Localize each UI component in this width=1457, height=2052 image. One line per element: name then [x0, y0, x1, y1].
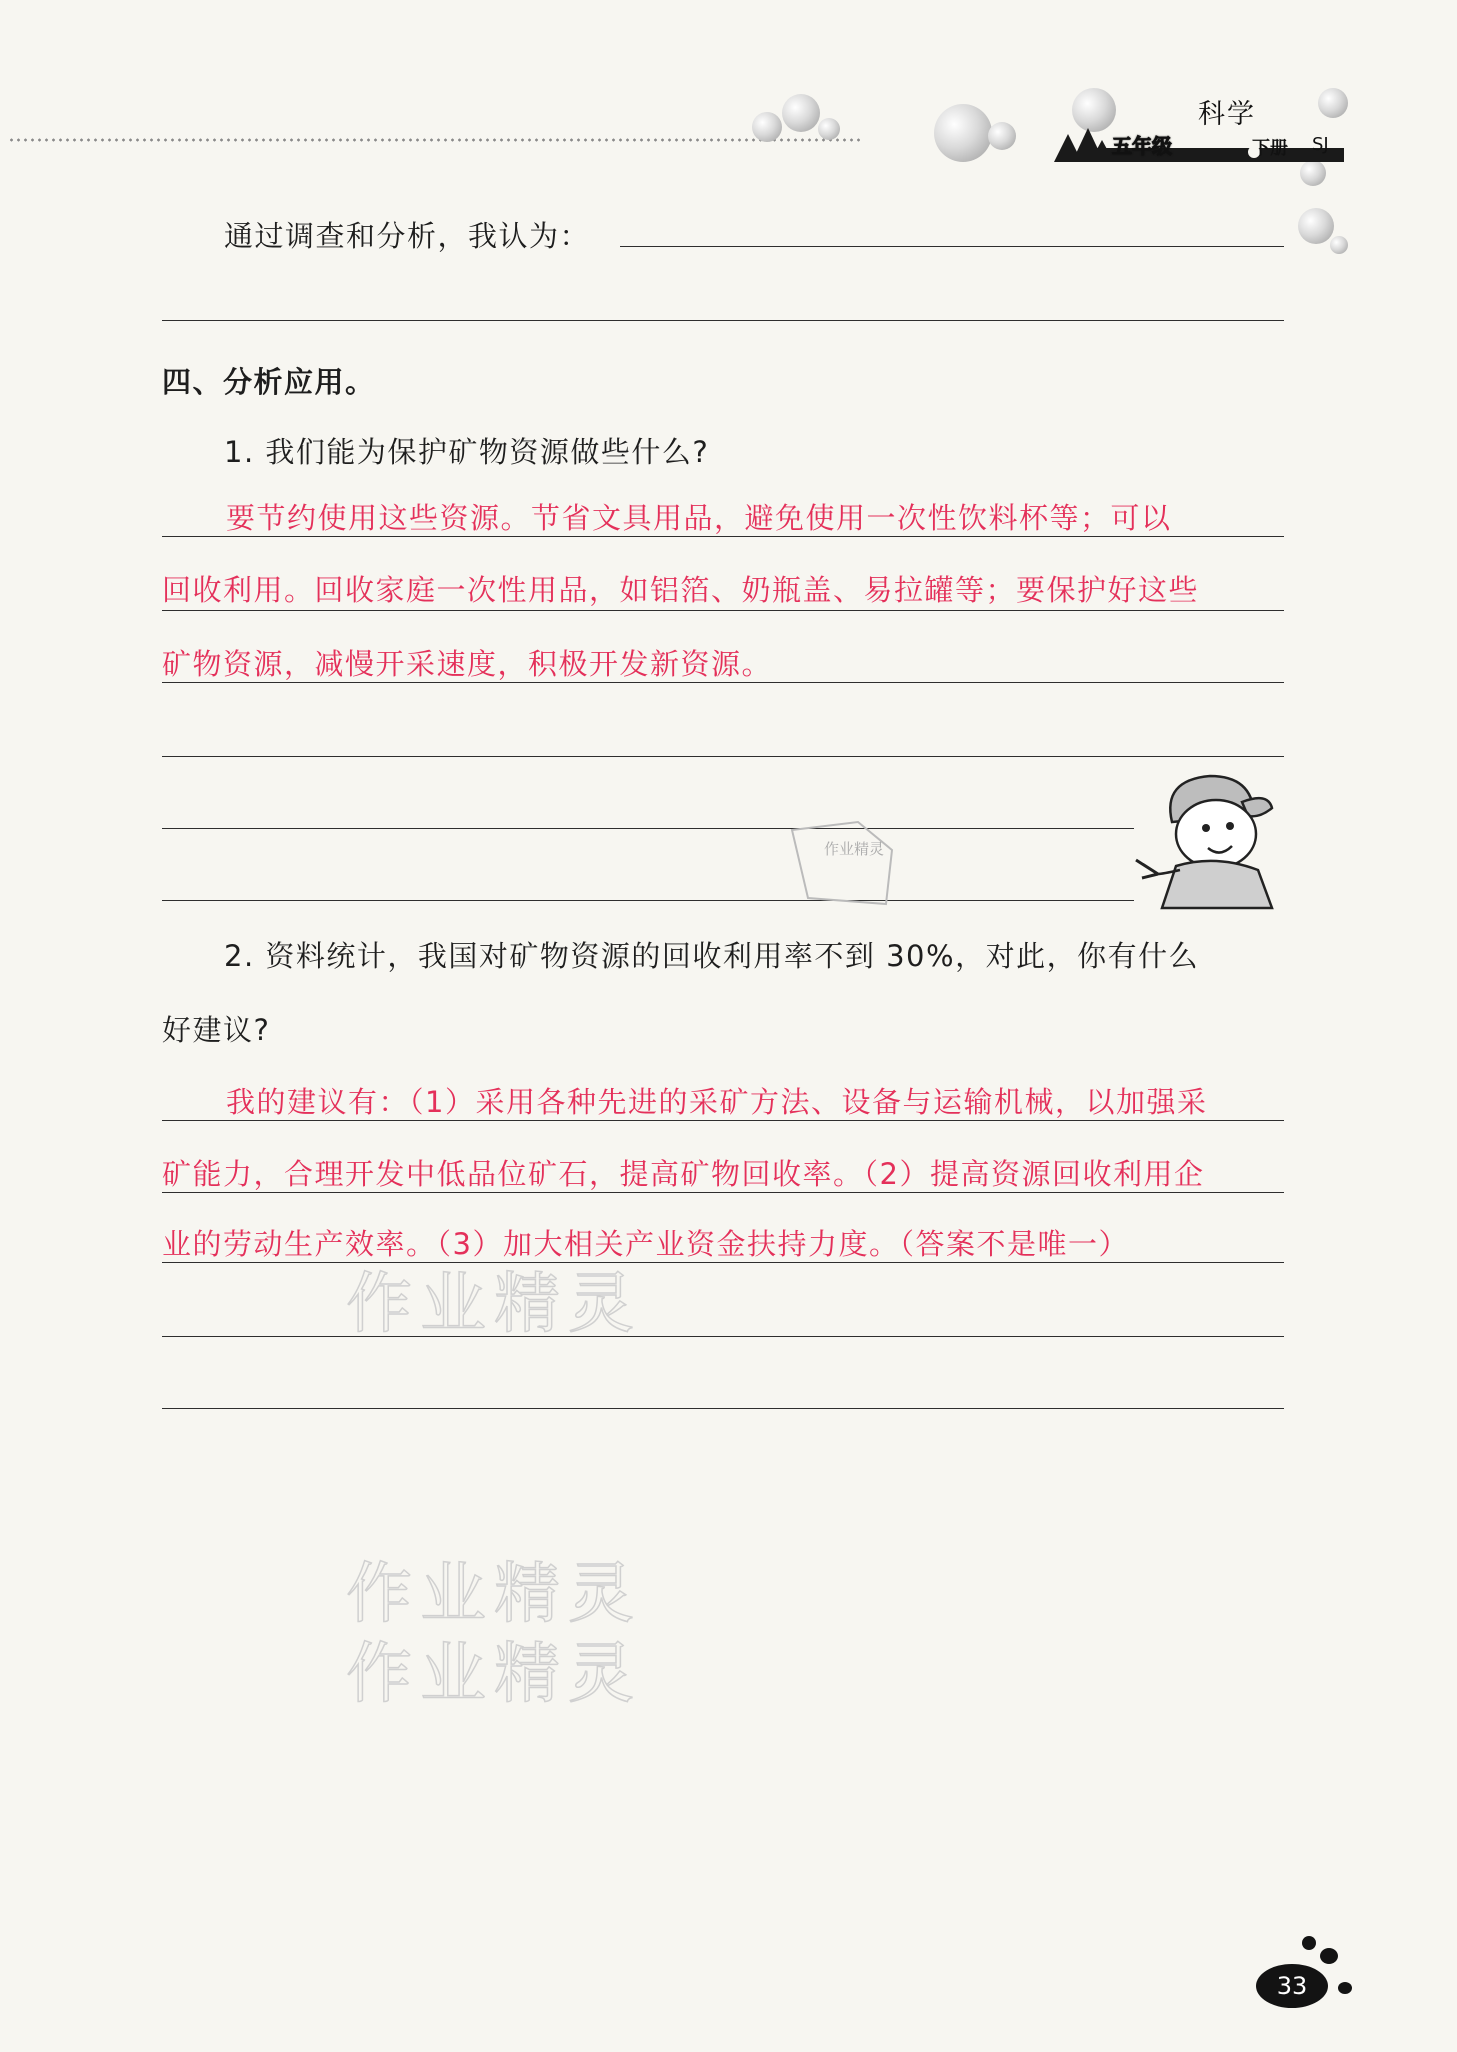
answer-2-line-1: 我的建议有：（1）采用各种先进的采矿方法、设备与运输机械，以加强采 — [226, 1085, 1208, 1119]
page-number: 33 — [1256, 1964, 1328, 2008]
intro-prompt: 通过调查和分析，我认为： — [224, 219, 591, 253]
bubble-decoration — [988, 122, 1016, 150]
tree-silhouette-icon — [1054, 128, 1348, 164]
answer-line — [162, 320, 1284, 321]
answer-line — [162, 536, 1284, 537]
watermark-text: 作业精灵 — [346, 1635, 642, 1712]
watermark-text: 作业精灵 — [346, 1265, 642, 1342]
volume-label: 下册 — [1252, 138, 1288, 159]
page-dot-decoration — [1320, 1948, 1338, 1964]
watermark-text: 作业精灵 — [346, 1555, 642, 1632]
answer-line — [162, 1120, 1284, 1121]
answer-1-line-1: 要节约使用这些资源。节省文具用品，避免使用一次性饮料杯等；可以 — [226, 501, 1172, 535]
grade-label: 五年级 — [1112, 134, 1172, 158]
answer-line — [162, 1262, 1284, 1263]
answer-line — [162, 1192, 1284, 1193]
edition-label: SJ — [1312, 134, 1329, 155]
bubble-decoration — [1072, 88, 1116, 132]
header-dotted-line — [8, 138, 860, 142]
bubble-decoration — [934, 104, 992, 162]
grade-banner — [1054, 128, 1348, 164]
page-dot-decoration — [1338, 1982, 1352, 1994]
bubble-decoration — [1318, 88, 1348, 118]
answer-2-line-2: 矿能力，合理开发中低品位矿石，提高矿物回收率。（2）提高资源回收利用企 — [162, 1157, 1205, 1191]
answer-line — [162, 682, 1284, 683]
answer-1-line-3: 矿物资源，减慢开采速度，积极开发新资源。 — [162, 647, 773, 681]
bubble-decoration — [1330, 236, 1348, 254]
cartoon-boy-illustration — [1132, 762, 1292, 912]
answer-line — [162, 1408, 1284, 1409]
watermark-stamp — [788, 820, 896, 908]
subject-label: 科学 — [1198, 99, 1256, 130]
answer-line — [162, 900, 1134, 901]
answer-line — [620, 246, 1284, 247]
bubble-decoration — [752, 112, 782, 142]
question-2-line-2: 好建议? — [162, 1013, 271, 1047]
answer-2-line-3: 业的劳动生产效率。（3）加大相关产业资金扶持力度。（答案不是唯一） — [162, 1227, 1129, 1261]
page-dot-decoration — [1302, 1936, 1316, 1950]
answer-line — [162, 828, 1134, 829]
bubble-decoration — [818, 118, 840, 140]
answer-line — [162, 610, 1284, 611]
question-2-line-1: 2. 资料统计，我国对矿物资源的回收利用率不到 30%，对此，你有什么 — [224, 939, 1200, 973]
watermark-stamp-text: 作业精灵 — [824, 842, 885, 858]
section-title: 四、分析应用。 — [162, 365, 376, 399]
answer-line — [162, 756, 1284, 757]
answer-line — [162, 1336, 1284, 1337]
question-1: 1. 我们能为保护矿物资源做些什么? — [224, 435, 710, 469]
bubble-decoration — [1298, 208, 1334, 244]
bubble-decoration — [782, 94, 820, 132]
answer-1-line-2: 回收利用。回收家庭一次性用品，如铝箔、奶瓶盖、易拉罐等；要保护好这些 — [162, 573, 1200, 607]
